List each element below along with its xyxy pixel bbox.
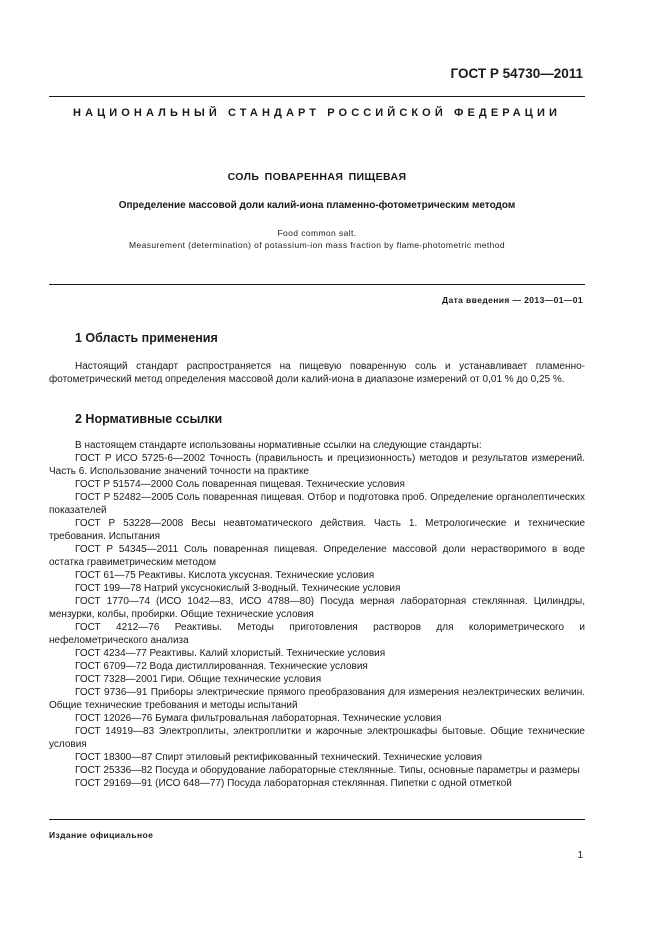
section-1-body (49, 360, 585, 386)
reference-item: ГОСТ Р 54345—2011 Соль поваренная пищевая. Определение массовой доли нерастворимого в воде остатка гравиметрическим методом (49, 544, 585, 568)
document-id: ГОСТ Р 54730—2011 (450, 66, 583, 81)
section-1-heading: 1 Область применения (75, 331, 218, 345)
edition-label: Издание официальное (49, 830, 154, 840)
reference-item: ГОСТ 7328—2001 Гири. Общие технические условия (75, 674, 322, 685)
reference-item: ГОСТ 9736—91 Приборы электрические прямого преобразования для измерения неэлектрических величин. Общие технические требования и методы испытаний (49, 687, 585, 711)
english-title-line-1: Food common salt. (277, 228, 357, 238)
references-intro: В настоящем стандарте использованы нормативные ссылки на следующие стандарты: (75, 440, 482, 451)
reference-item: ГОСТ 61—75 Реактивы. Кислота уксусная. Технические условия (75, 570, 375, 581)
section-1-paragraph: Настоящий стандарт распространяется на пищевую поваренную соль и устанавливает пламенно-фотометрический метод определения массовой доли калий-иона в диапазоне измерений от 0,01 % до 0,25 %. (49, 361, 585, 385)
top-rule (49, 96, 585, 97)
reference-item: ГОСТ 4212—76 Реактивы. Методы приготовления растворов для колориметрического и нефелометрического анализа (49, 622, 585, 646)
page-number: 1 (577, 850, 583, 861)
reference-item: ГОСТ 6709—72 Вода дистиллированная. Технические условия (75, 661, 368, 672)
document-title: СОЛЬ ПОВАРЕННАЯ ПИЩЕВАЯ (227, 171, 407, 183)
national-standard-banner: НАЦИОНАЛЬНЫЙ СТАНДАРТ РОССИЙСКОЙ ФЕДЕРАЦИИ (73, 107, 561, 119)
reference-item: ГОСТ 29169—91 (ИСО 648—77) Посуда лабораторная стеклянная. Пипетки с одной отметкой (75, 778, 512, 789)
reference-item: ГОСТ Р 53228—2008 Весы неавтоматического действия. Часть 1. Метрологические и технические требования. Испытания (49, 518, 585, 542)
reference-item: ГОСТ 4234—77 Реактивы. Калий хлористый. Технические условия (75, 648, 386, 659)
reference-item: ГОСТ 25336—82 Посуда и оборудование лабораторные стеклянные. Типы, основные параметры и размеры (75, 765, 580, 776)
reference-item: ГОСТ Р 51574—2000 Соль поваренная пищевая. Технические условия (75, 479, 405, 490)
reference-item: ГОСТ 14919—83 Электроплиты, электроплитки и жарочные электрошкафы бытовые. Общие технические условия (49, 726, 585, 750)
title-rule (49, 284, 585, 285)
reference-item: ГОСТ 12026—76 Бумага фильтровальная лабораторная. Технические условия (75, 713, 442, 724)
section-2-heading: 2 Нормативные ссылки (75, 412, 223, 426)
section-2-body (49, 439, 585, 790)
reference-item: ГОСТ Р ИСО 5725-6—2002 Точность (правильность и прецизионность) методов и результатов измерений. Часть 6. Использование значений точности на практике (49, 453, 585, 477)
footer-rule (49, 819, 585, 820)
document-subtitle: Определение массовой доли калий-иона пламенно-фотометрическим методом (118, 200, 516, 211)
reference-item: ГОСТ Р 52482—2005 Соль поваренная пищевая. Отбор и подготовка проб. Определение органолептических показателей (49, 492, 585, 516)
reference-item: ГОСТ 199—78 Натрий уксуснокислый 3-водный. Технические условия (75, 583, 401, 594)
reference-item: ГОСТ 1770—74 (ИСО 1042—83, ИСО 4788—80) Посуда мерная лабораторная стеклянная. Цилиндры, мензурки, колбы, пробирки. Общие технические условия (49, 596, 585, 620)
introduction-date: Дата введения — 2013—01—01 (442, 295, 583, 305)
english-title-line-2: Measurement (determination) of potassium-ion mass fraction by flame-photometric method (129, 240, 505, 250)
reference-item: ГОСТ 18300—87 Спирт этиловый ректификованный технический. Технические условия (75, 752, 483, 763)
